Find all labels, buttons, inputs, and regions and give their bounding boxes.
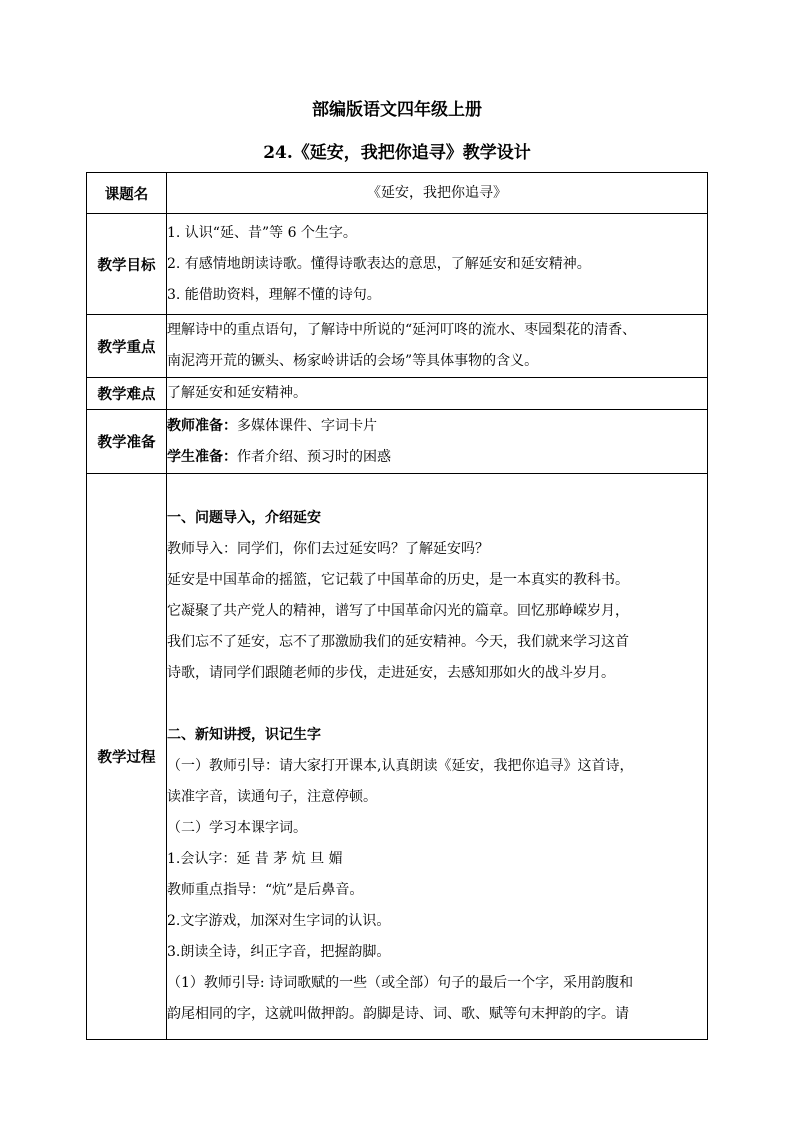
preparation-label: 教学准备 — [87, 410, 167, 474]
process-line: 读准字音，读通句子，注意停顿。 — [167, 789, 377, 805]
objective-item: 3. 能借助资料，理解不懂的诗句。 — [167, 286, 381, 303]
process-section-title: 二、新知讲授，识记生字 — [167, 727, 321, 743]
objective-item: 1. 认识“延、昔”等 6 个生字。 — [167, 224, 357, 241]
process-line: 教师导入：同学们，你们去过延安吗？了解延安吗？ — [167, 541, 489, 557]
process-line: 1.会认字：延 昔 茅 炕 旦 媚 — [167, 851, 343, 867]
key-points-content — [167, 315, 708, 378]
process-line: 教师重点指导：“炕”是后鼻音。 — [167, 882, 364, 898]
key-points-line: 南泥湾开荒的镢头、杨家岭讲话的会场”等具体事物的含义。 — [167, 353, 539, 369]
process-line: （一）教师引导：请大家打开课本,认真朗读《延安，我把你追寻》这首诗， — [167, 758, 634, 774]
process-line: 韵尾相同的字，这就叫做押韵。韵脚是诗、词、歌、赋等句末押韵的字。请 — [167, 1006, 629, 1022]
document-subtitle: 24.《延安，我把你追寻》教学设计 — [263, 143, 531, 163]
process-line: 诗歌，请同学们跟随老师的步伐，走进延安，去感知那如火的战斗岁月。 — [167, 665, 615, 681]
process-label: 教学过程 — [87, 474, 167, 1040]
process-content — [167, 474, 708, 1040]
teacher-preparation — [167, 411, 707, 442]
lesson-plan-table — [86, 172, 708, 1040]
row-difficulties — [87, 378, 708, 410]
student-preparation — [167, 442, 707, 473]
topic-label: 课题名 — [87, 173, 167, 214]
process-line: 3.朗读全诗，纠正字音，把握韵脚。 — [167, 944, 391, 960]
topic-value: 《延安，我把你追寻》 — [167, 173, 708, 214]
difficulties-label: 教学难点 — [87, 378, 167, 410]
process-line: （二）学习本课字词。 — [167, 820, 307, 836]
difficulties-value: 了解延安和延安精神。 — [167, 378, 708, 410]
key-points-label: 教学重点 — [87, 315, 167, 378]
row-process — [87, 474, 708, 1040]
row-key-points — [87, 315, 708, 378]
preparation-content — [167, 410, 708, 474]
student-preparation-value: 作者介绍、预习时的困惑 — [237, 448, 391, 465]
process-line: （1）教师引导: 诗词歌赋的一些（或全部）句子的最后一个字，采用韵腹和 — [167, 975, 634, 991]
objectives-label: 教学目标 — [87, 214, 167, 315]
student-preparation-label: 学生准备： — [167, 448, 237, 465]
process-line: 它凝聚了共产党人的精神，谱写了中国革命闪光的篇章。回忆那峥嵘岁月， — [167, 603, 629, 619]
process-section-title: 一、问题导入，介绍延安 — [167, 510, 321, 526]
section-gap — [167, 689, 707, 720]
teacher-preparation-label: 教师准备： — [167, 417, 237, 434]
key-points-line: 理解诗中的重点语句，了解诗中所说的“延河叮咚的流水、枣园梨花的清香、 — [167, 322, 637, 338]
process-line: 2.文字游戏，加深对生字词的认识。 — [167, 913, 391, 929]
row-topic — [87, 173, 708, 214]
process-line: 我们忘不了延安，忘不了那激励我们的延安精神。今天，我们就来学习这首 — [167, 634, 629, 650]
process-line: 延安是中国革命的摇篮，它记载了中国革命的历史，是一本真实的教科书。 — [167, 572, 629, 588]
document-title: 部编版语文四年级上册 — [312, 100, 482, 120]
row-preparation — [87, 410, 708, 474]
objectives-content — [167, 214, 708, 315]
teacher-preparation-value: 多媒体课件、字词卡片 — [237, 417, 377, 434]
row-objectives — [87, 214, 708, 315]
objective-item: 2. 有感情地朗读诗歌。懂得诗歌表达的意思，了解延安和延安精神。 — [167, 255, 591, 272]
